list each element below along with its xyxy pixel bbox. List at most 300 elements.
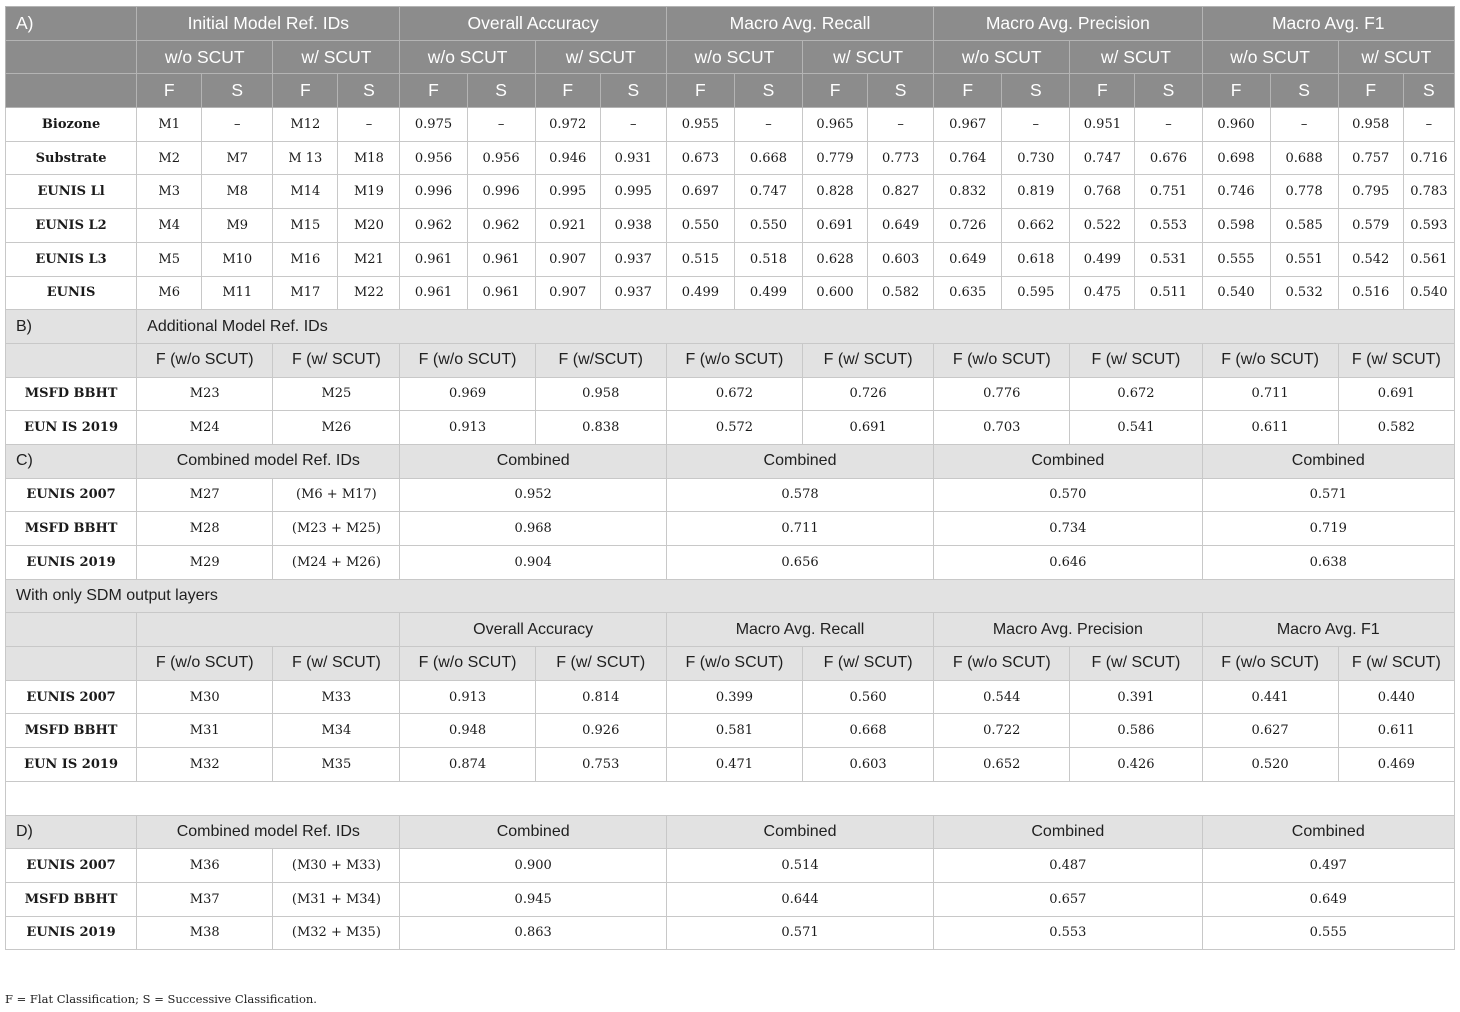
table-cell: 0.551 (1270, 242, 1338, 276)
row-label: EUNIS L2 (6, 209, 137, 243)
table-cell: M 13 (273, 141, 338, 175)
table-cell: – (202, 108, 273, 142)
column-header: F (666, 74, 734, 108)
group-header: Macro Avg. F1 (1202, 7, 1455, 41)
table-cell: 0.511 (1135, 276, 1202, 310)
table-row (6, 411, 1455, 445)
table-cell: (M32 + M35) (273, 916, 400, 950)
table-cell: 0.838 (535, 411, 666, 445)
subgroup-header: w/o SCUT (934, 40, 1070, 74)
table-cell: 0.518 (734, 242, 802, 276)
table-cell: 0.751 (1135, 175, 1202, 209)
empty-cell (6, 781, 1455, 815)
column-header: F (w/o SCUT) (1202, 343, 1338, 377)
group-header: Macro Avg. Recall (666, 613, 933, 647)
table-cell: M34 (273, 714, 400, 748)
table-cell: 0.673 (666, 141, 734, 175)
table-cell: M7 (202, 141, 273, 175)
table-cell: 0.475 (1070, 276, 1135, 310)
table-cell: 0.560 (803, 680, 934, 714)
table-cell: (M31 + M34) (273, 882, 400, 916)
combined-header: Combined (1202, 815, 1455, 849)
column-header: S (1135, 74, 1202, 108)
section-b-label: B) (6, 310, 137, 344)
table-cell: 0.426 (1070, 748, 1202, 782)
section-sdm-title-row (6, 579, 1455, 613)
table-cell: 0.487 (934, 849, 1202, 883)
table-cell: M21 (338, 242, 400, 276)
section-c-label: C) (6, 444, 137, 478)
table-cell: 0.649 (934, 242, 1002, 276)
row-label: Substrate (6, 141, 137, 175)
column-header: F (w/o SCUT) (666, 343, 802, 377)
table-cell: 0.691 (803, 411, 934, 445)
table-cell: 0.746 (1202, 175, 1270, 209)
table-cell: 0.958 (1338, 108, 1403, 142)
table-cell: 0.814 (535, 680, 666, 714)
group-header: Macro Avg. F1 (1202, 613, 1455, 647)
table-cell: 0.913 (400, 411, 535, 445)
table-row (6, 141, 1455, 175)
column-header: S (1270, 74, 1338, 108)
table-cell: 0.747 (734, 175, 802, 209)
table-cell: M1 (137, 108, 202, 142)
empty-cell (6, 40, 137, 74)
table-row (6, 748, 1455, 782)
table-cell: M12 (273, 108, 338, 142)
table-cell: 0.691 (1338, 377, 1454, 411)
table-cell: 0.652 (934, 748, 1070, 782)
column-header: F (1338, 74, 1403, 108)
column-header: F (137, 74, 202, 108)
table-cell: 0.649 (868, 209, 934, 243)
table-cell: 0.995 (535, 175, 600, 209)
table-cell: M14 (273, 175, 338, 209)
table-cell: 0.996 (400, 175, 467, 209)
table-cell: 0.955 (666, 108, 734, 142)
table-cell: 0.516 (1338, 276, 1403, 310)
table-cell: M26 (273, 411, 400, 445)
table-row (6, 108, 1455, 142)
section-a-subheader-row (6, 40, 1455, 74)
table-cell: M35 (273, 748, 400, 782)
table-cell: M31 (137, 714, 273, 748)
group-header: Macro Avg. Recall (666, 7, 933, 41)
table-cell: 0.961 (467, 242, 535, 276)
table-cell: 0.726 (934, 209, 1002, 243)
section-b-title: Additional Model Ref. IDs (137, 310, 1455, 344)
table-cell: 0.945 (400, 882, 666, 916)
subgroup-header: w/ SCUT (273, 40, 400, 74)
combined-header: Combined (934, 444, 1202, 478)
section-d-header-row (6, 815, 1455, 849)
empty-cell (6, 74, 137, 108)
table-cell: M33 (273, 680, 400, 714)
table-cell: 0.948 (400, 714, 535, 748)
table-cell: 0.773 (868, 141, 934, 175)
section-sdm-header-row (6, 647, 1455, 681)
table-cell: 0.698 (1202, 141, 1270, 175)
table-cell: 0.863 (400, 916, 666, 950)
table-cell: 0.783 (1403, 175, 1454, 209)
table-cell: – (1002, 108, 1070, 142)
table-cell: 0.611 (1202, 411, 1338, 445)
table-cell: 0.611 (1338, 714, 1454, 748)
table-cell: 0.672 (666, 377, 802, 411)
table-cell: 0.672 (1070, 377, 1202, 411)
table-cell: 0.391 (1070, 680, 1202, 714)
column-header: F (w/ SCUT) (1338, 343, 1454, 377)
table-cell: 0.520 (1202, 748, 1338, 782)
section-b-header-row (6, 343, 1455, 377)
table-cell: M9 (202, 209, 273, 243)
table-cell: 0.638 (1202, 546, 1455, 580)
row-label: EUN IS 2019 (6, 411, 137, 445)
table-cell: 0.734 (934, 512, 1202, 546)
table-cell: 0.570 (934, 478, 1202, 512)
table-cell: 0.540 (1202, 276, 1270, 310)
table-cell: 0.440 (1338, 680, 1454, 714)
table-cell: 0.961 (467, 276, 535, 310)
row-label: EUNIS Ll (6, 175, 137, 209)
table-cell: 0.582 (1338, 411, 1454, 445)
empty-cell (6, 343, 137, 377)
column-header: F (w/o SCUT) (934, 647, 1070, 681)
table-cell: 0.768 (1070, 175, 1135, 209)
section-a-header-row (6, 7, 1455, 41)
section-d-label: D) (6, 815, 137, 849)
table-cell: M4 (137, 209, 202, 243)
table-cell: M24 (137, 411, 273, 445)
table-cell: 0.958 (535, 377, 666, 411)
table-cell: 0.499 (1070, 242, 1135, 276)
table-cell: 0.778 (1270, 175, 1338, 209)
column-header: F (w/o SCUT) (1202, 647, 1338, 681)
table-cell: 0.711 (666, 512, 933, 546)
section-a-label: A) (6, 7, 137, 41)
table-cell: 0.926 (535, 714, 666, 748)
table-cell: 0.904 (400, 546, 666, 580)
table-cell: (M6 + M17) (273, 478, 400, 512)
table-cell: M30 (137, 680, 273, 714)
table-cell: 0.603 (803, 748, 934, 782)
table-cell: M15 (273, 209, 338, 243)
subgroup-header: w/ SCUT (535, 40, 666, 74)
table-cell: 0.497 (1202, 849, 1455, 883)
table-cell: 0.471 (666, 748, 802, 782)
table-cell: 0.550 (734, 209, 802, 243)
table-row (6, 546, 1455, 580)
column-header: F (w/ SCUT) (1338, 647, 1454, 681)
table-cell: 0.972 (535, 108, 600, 142)
table-cell: 0.550 (666, 209, 734, 243)
column-header: F (w/ SCUT) (1070, 647, 1202, 681)
combined-header: Combined (400, 815, 666, 849)
table-cell: 0.931 (600, 141, 666, 175)
table-cell: 0.874 (400, 748, 535, 782)
table-cell: 0.644 (666, 882, 933, 916)
subgroup-header: w/o SCUT (137, 40, 273, 74)
table-cell: 0.697 (666, 175, 734, 209)
table-cell: 0.995 (600, 175, 666, 209)
row-label: EUN IS 2019 (6, 748, 137, 782)
table-cell: 0.540 (1403, 276, 1454, 310)
row-label: MSFD BBHT (6, 512, 137, 546)
table-cell: 0.603 (868, 242, 934, 276)
table-cell: 0.730 (1002, 141, 1070, 175)
table-cell: 0.975 (400, 108, 467, 142)
table-cell: – (734, 108, 802, 142)
table-cell: M20 (338, 209, 400, 243)
table-cell: – (1135, 108, 1202, 142)
table-cell: 0.753 (535, 748, 666, 782)
table-cell: 0.531 (1135, 242, 1202, 276)
column-header: F (w/ SCUT) (273, 343, 400, 377)
empty-cell (6, 647, 137, 681)
column-header: F (w/o SCUT) (666, 647, 802, 681)
column-header: F (400, 74, 467, 108)
table-row (6, 242, 1455, 276)
row-label: EUNIS (6, 276, 137, 310)
table-row (6, 175, 1455, 209)
table-cell: M17 (273, 276, 338, 310)
row-label: MSFD BBHT (6, 714, 137, 748)
table-cell: 0.779 (803, 141, 868, 175)
table-cell: M18 (338, 141, 400, 175)
table-cell: 0.600 (803, 276, 868, 310)
table-cell: 0.965 (803, 108, 868, 142)
column-header: F (w/ SCUT) (1070, 343, 1202, 377)
column-header: F (w/ SCUT) (273, 647, 400, 681)
table-cell: 0.921 (535, 209, 600, 243)
column-header: S (1002, 74, 1070, 108)
row-label: EUNIS L3 (6, 242, 137, 276)
table-cell: 0.969 (400, 377, 535, 411)
table-cell: 0.900 (400, 849, 666, 883)
table-cell: M2 (137, 141, 202, 175)
table-cell: M22 (338, 276, 400, 310)
table-cell: 0.542 (1338, 242, 1403, 276)
column-header: S (868, 74, 934, 108)
table-cell: 0.668 (734, 141, 802, 175)
column-header: F (1070, 74, 1135, 108)
table-cell: (M30 + M33) (273, 849, 400, 883)
column-header: F (w/ SCUT) (535, 647, 666, 681)
section-d-title: Combined model Ref. IDs (137, 815, 400, 849)
table-cell: 0.541 (1070, 411, 1202, 445)
table-row (6, 680, 1455, 714)
table-cell: 0.962 (467, 209, 535, 243)
combined-header: Combined (934, 815, 1202, 849)
section-c-title: Combined model Ref. IDs (137, 444, 400, 478)
row-label: EUNIS 2007 (6, 680, 137, 714)
table-cell: 0.956 (467, 141, 535, 175)
table-row (6, 377, 1455, 411)
table-cell: 0.952 (400, 478, 666, 512)
group-header: Initial Model Ref. IDs (137, 7, 400, 41)
table-cell: 0.499 (666, 276, 734, 310)
column-header: S (338, 74, 400, 108)
column-header: F (w/o SCUT) (400, 343, 535, 377)
table-cell: 0.961 (400, 242, 467, 276)
column-header: S (467, 74, 535, 108)
table-cell: 0.676 (1135, 141, 1202, 175)
table-cell: 0.571 (666, 916, 933, 950)
column-header: F (803, 74, 868, 108)
table-cell: 0.585 (1270, 209, 1338, 243)
table-cell: – (338, 108, 400, 142)
table-cell: 0.711 (1202, 377, 1338, 411)
table-cell: M19 (338, 175, 400, 209)
table-cell: 0.532 (1270, 276, 1338, 310)
table-cell: M8 (202, 175, 273, 209)
table-cell: 0.937 (600, 276, 666, 310)
column-header: F (w/ SCUT) (803, 343, 934, 377)
table-cell: 0.572 (666, 411, 802, 445)
column-header: F (w/ SCUT) (803, 647, 934, 681)
row-label: EUNIS 2007 (6, 478, 137, 512)
table-row (6, 209, 1455, 243)
spacer-row (6, 781, 1455, 815)
table-cell: 0.776 (934, 377, 1070, 411)
table-cell: 0.662 (1002, 209, 1070, 243)
table-cell: M5 (137, 242, 202, 276)
group-header: Macro Avg. Precision (934, 7, 1202, 41)
row-label: Biozone (6, 108, 137, 142)
subgroup-header: w/ SCUT (803, 40, 934, 74)
table-cell: 0.726 (803, 377, 934, 411)
table-cell: 0.561 (1403, 242, 1454, 276)
column-header: S (734, 74, 802, 108)
empty-cell (6, 613, 137, 647)
row-label: EUNIS 2019 (6, 916, 137, 950)
table-cell: – (868, 108, 934, 142)
table-cell: 0.951 (1070, 108, 1135, 142)
table-cell: 0.649 (1202, 882, 1455, 916)
table-cell: (M24 + M26) (273, 546, 400, 580)
table-cell: 0.441 (1202, 680, 1338, 714)
table-row (6, 882, 1455, 916)
table-cell: 0.578 (666, 478, 933, 512)
table-cell: 0.764 (934, 141, 1002, 175)
table-cell: 0.716 (1403, 141, 1454, 175)
table-cell: M38 (137, 916, 273, 950)
table-cell: 0.656 (666, 546, 933, 580)
table-row (6, 916, 1455, 950)
table-cell: M36 (137, 849, 273, 883)
section-b-title-row (6, 310, 1455, 344)
table-cell: 0.555 (1202, 916, 1455, 950)
section-sdm-title: With only SDM output layers (6, 579, 1455, 613)
column-header: F (535, 74, 600, 108)
table-cell: 0.937 (600, 242, 666, 276)
column-header: F (w/o SCUT) (137, 343, 273, 377)
subgroup-header: w/o SCUT (400, 40, 535, 74)
table-cell: 0.719 (1202, 512, 1455, 546)
table-cell: 0.544 (934, 680, 1070, 714)
section-c-header-row (6, 444, 1455, 478)
row-label: MSFD BBHT (6, 377, 137, 411)
table-cell: 0.827 (868, 175, 934, 209)
group-header: Macro Avg. Precision (934, 613, 1202, 647)
table-cell: M27 (137, 478, 273, 512)
combined-header: Combined (400, 444, 666, 478)
table-cell: 0.598 (1202, 209, 1270, 243)
table-cell: 0.627 (1202, 714, 1338, 748)
table-cell: 0.691 (803, 209, 868, 243)
table-cell: 0.968 (400, 512, 666, 546)
column-header: S (600, 74, 666, 108)
combined-header: Combined (666, 815, 933, 849)
table-cell: 0.828 (803, 175, 868, 209)
table-cell: 0.967 (934, 108, 1002, 142)
table-cell: 0.961 (400, 276, 467, 310)
column-header: F (273, 74, 338, 108)
subgroup-header: w/ SCUT (1070, 40, 1202, 74)
table-cell: 0.571 (1202, 478, 1455, 512)
column-header: F (w/o SCUT) (137, 647, 273, 681)
table-row (6, 276, 1455, 310)
table-cell: 0.795 (1338, 175, 1403, 209)
table-cell: 0.819 (1002, 175, 1070, 209)
table-cell: M32 (137, 748, 273, 782)
table-cell: M11 (202, 276, 273, 310)
table-cell: 0.469 (1338, 748, 1454, 782)
combined-header: Combined (1202, 444, 1455, 478)
table-cell: 0.595 (1002, 276, 1070, 310)
column-header: F (934, 74, 1002, 108)
table-cell: 0.628 (803, 242, 868, 276)
table-cell: 0.581 (666, 714, 802, 748)
table-cell: 0.635 (934, 276, 1002, 310)
table-cell: M29 (137, 546, 273, 580)
table-cell: 0.747 (1070, 141, 1135, 175)
table-cell: – (1403, 108, 1454, 142)
group-header: Overall Accuracy (400, 613, 666, 647)
table-cell: 0.514 (666, 849, 933, 883)
table-cell: M25 (273, 377, 400, 411)
group-header: Overall Accuracy (400, 7, 666, 41)
table-row (6, 714, 1455, 748)
table-cell: 0.668 (803, 714, 934, 748)
column-header: F (w/o SCUT) (400, 647, 535, 681)
table-cell: M28 (137, 512, 273, 546)
table-cell: 0.553 (1135, 209, 1202, 243)
table-cell: 0.907 (535, 276, 600, 310)
table-cell: 0.515 (666, 242, 734, 276)
table-cell: M37 (137, 882, 273, 916)
table-cell: 0.618 (1002, 242, 1070, 276)
table-row (6, 478, 1455, 512)
table-cell: 0.399 (666, 680, 802, 714)
table-cell: M16 (273, 242, 338, 276)
table-cell: 0.913 (400, 680, 535, 714)
column-header: S (202, 74, 273, 108)
section-sdm-group-row (6, 613, 1455, 647)
table-row (6, 512, 1455, 546)
column-header: F (1202, 74, 1270, 108)
table-cell: 0.832 (934, 175, 1002, 209)
table-cell: 0.499 (734, 276, 802, 310)
column-header: F (w/SCUT) (535, 343, 666, 377)
table-cell: M23 (137, 377, 273, 411)
table-cell: 0.586 (1070, 714, 1202, 748)
table-cell: M6 (137, 276, 202, 310)
table-cell: 0.938 (600, 209, 666, 243)
table-cell: M3 (137, 175, 202, 209)
subgroup-header: w/o SCUT (666, 40, 802, 74)
results-table (5, 6, 1455, 950)
